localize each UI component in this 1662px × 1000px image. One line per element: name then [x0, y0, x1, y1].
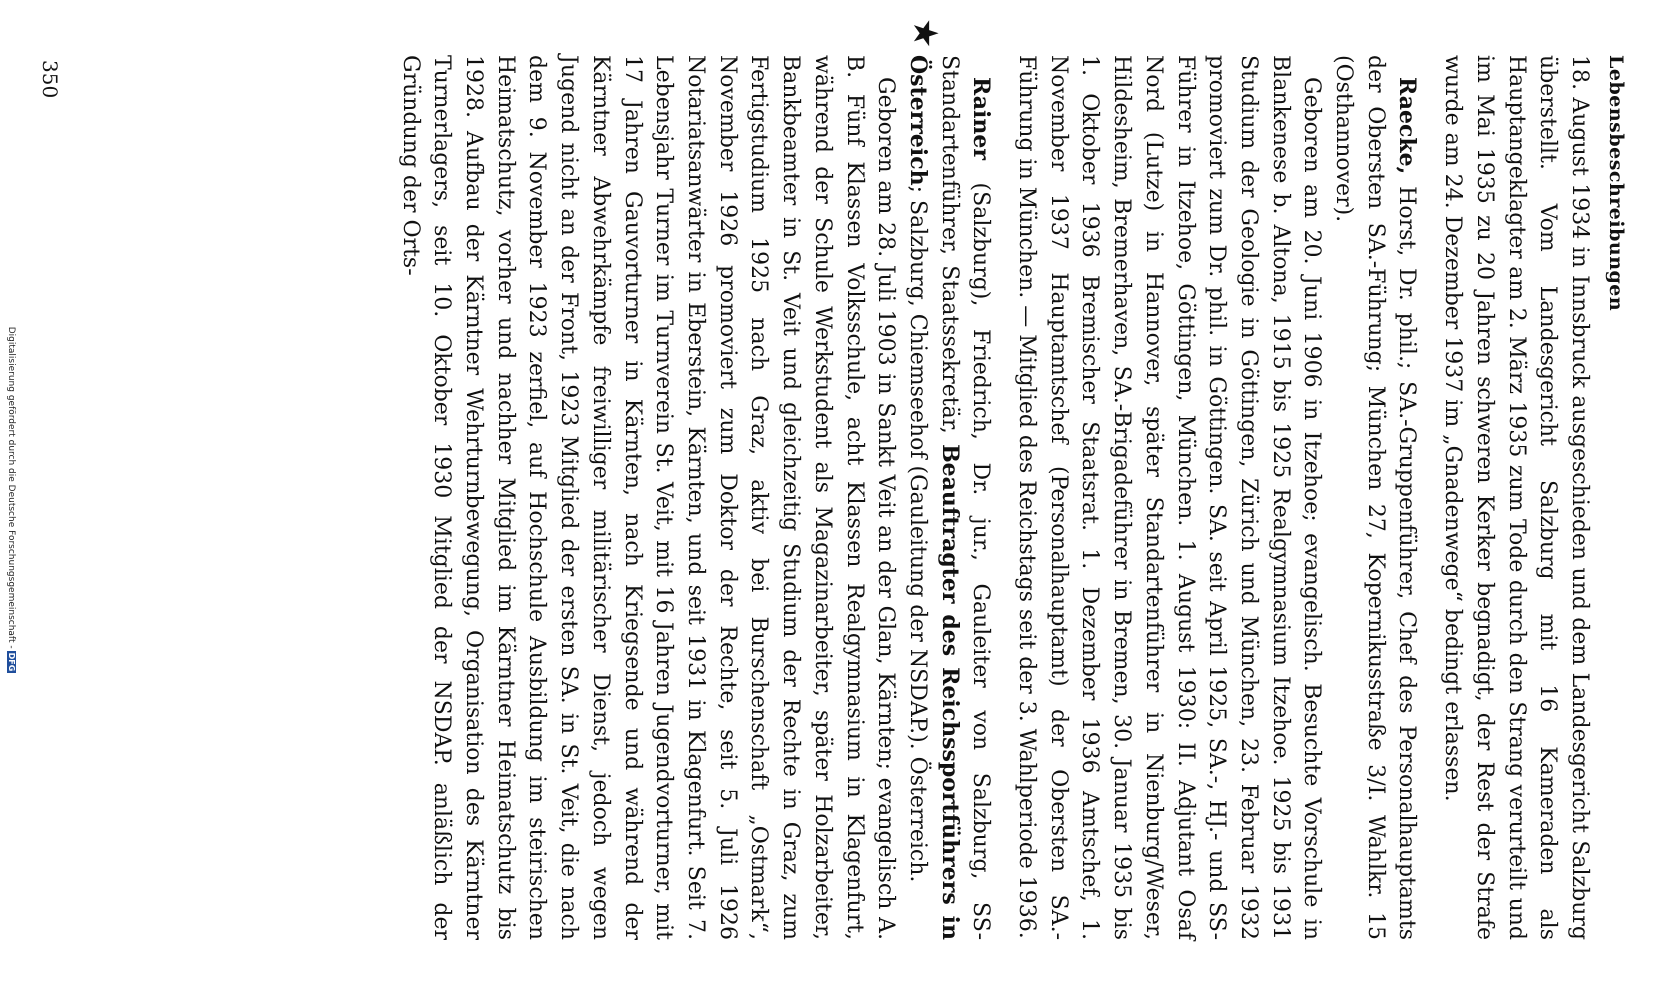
- entry-raecke: [1010, 55, 1422, 940]
- entry-raecke-name: Raecke,: [1394, 77, 1421, 175]
- entry-rainer-titles: (Salzburg), Friedrich, Dr. jur., Gauleiter von Salzburg, SS-Standartenführer, Staatssekretär,: [936, 55, 994, 940]
- star-marker: ★: [905, 18, 945, 49]
- entry-rainer-name: Rainer: [968, 77, 995, 160]
- digitization-credit-text: Digitalisierung gefördert durch die Deutsche Forschungsgemeinschaft -: [6, 326, 16, 649]
- entry-rainer-address: ; Salzburg, Chiemseehof (Gauleitung der NSDAP.). Österreich.: [904, 185, 930, 883]
- continuation-paragraph: 18. August 1934 in Innsbruck ausgeschieden und dem Landesgericht Salzburg überstellt. Vom Landesgericht Salzburg mit 16 Kameraden als Hauptangeklagter am 2. März 1935 zum Tode durch den Strang verurteilt und im Mai 1935 zu 20 Jahren schweren Kerker begnadigt, der Rest der Strafe wurde am 24. Dezember 1937 im „Gnadenwege“ bedingt erlassen.: [1440, 55, 1592, 940]
- entry-raecke-heading: [1327, 55, 1422, 940]
- entry-rainer-biography: Geboren am 28. Juli 1903 in Sankt Veit an der Glan, Kärnten; evangelisch A. B. Fünf Klassen Volksschule, acht Klassen Realgymnasium in Klagenfurt, während der Schule Werkstudent als Magazinarbeiter, später Holzarbeiter, Bankbeamter in St. Veit und gleichzeitig Studium der Rechte in Graz, zum Fertigstudium 1925 nach Graz, aktiv bei Burschenschaft „Ostmark“, November 1926 promoviert zum Doktor der Rechte, seit 5. Juli 1926 Notariatsanwärter in Eberstein, Kärnten, und seit 1931 in Klagenfurt. Seit 7. Lebensjahr Turner im Turnverein St. Veit, mit 16 Jahren Jugendvorturner, mit 17 Jahren Gauvorturner in Kärnten, nach Kriegsende und während der Kärntner Abwehrkämpfe freiwilliger militärischer Dienst, jedoch wegen Jugend nicht an der Front, 1923 Mitglied der ersten SA. in St. Veit, die nach dem 9. November 1923 zerfiel, auf Hochschule Ausbildung im steirischen Heimatschutz, vorher und nachher Mitglied im Kärntner Heimatschutz bis 1928. Aufbau der Kärntner Wehrturnbewegung, Organisation des Kärntner Turnerlagers, seit 10. Oktober 1930 Mitglied der NSDAP. anläßlich der Gründung der Orts-: [397, 55, 899, 940]
- running-title: Lebensbeschreibungen: [1605, 55, 1627, 312]
- entry-rainer-sport-title: Beauftragter des Reichssportführers in Österreich: [904, 55, 963, 941]
- entry-rainer-heading: [901, 55, 996, 940]
- digitization-credit: [6, 0, 16, 1000]
- entry-raecke-titles: Horst, Dr. phil.; SA.-Gruppenführer, Chef des Personalhauptamts der Obersten SA.-Führung; München 27, Kopernikusstraße 3/I. Wahlkr. 15 (Osthannover).: [1331, 55, 1420, 940]
- entry-rainer: [394, 55, 996, 940]
- entry-raecke-biography: Geboren am 20. Juni 1906 in Itzehoe; evangelisch. Besuchte Vorschule in Blankenese b. Altona, 1915 bis 1925 Realgymnasium Itzehoe. 1925 bis 1931 Studium der Geologie in Göttingen, Zürich und München, 23. Februar 1932 promoviert zum Dr. phil. in Göttingen. SA. seit April 1925, SA.-, HJ.- und SS-Führer in Itzehoe, Göttingen, München. 1. August 1930: II. Adjutant Osaf Nord (Lutze) in Hannover, später Standartenführer in Nienburg/Weser, Hildesheim, Bremerhaven, SA.-Brigadeführer in Bremen, 30. Januar 1935 bis 1. Oktober 1936 Bremischer Staatsrat. 1. Dezember 1936 Amtschef, 1. November 1937 Hauptamtschef (Personalhauptamt) der Obersten SA.-Führung in München. — Mitglied des Reichstags seit der 3. Wahlperiode 1936.: [1014, 55, 1325, 940]
- dfg-logo: DFG: [7, 652, 16, 672]
- page-number: 350: [38, 60, 62, 99]
